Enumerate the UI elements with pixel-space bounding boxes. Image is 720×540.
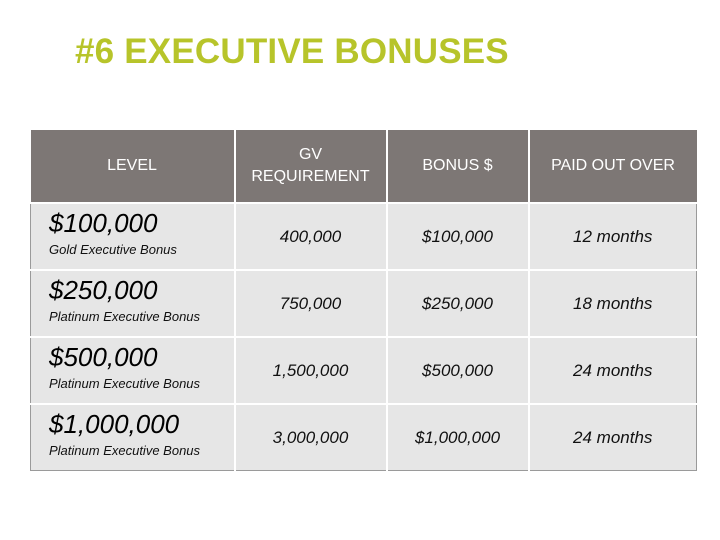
- level-name: Gold Executive Bonus: [49, 242, 177, 257]
- header-paid-out-over: PAID OUT OVER: [529, 130, 697, 203]
- header-gv-requirement: GV REQUIREMENT: [235, 130, 387, 203]
- table-row: [31, 337, 697, 404]
- table-header-row: [31, 130, 697, 203]
- paid-out-over-cell: 24 months: [529, 404, 697, 471]
- paid-out-over-cell: 18 months: [529, 270, 697, 337]
- level-amount: $250,000: [49, 275, 158, 305]
- level-cell: [31, 404, 235, 471]
- level-amount: $100,000: [49, 208, 158, 238]
- level-amount: $500,000: [49, 342, 158, 372]
- gv-requirement-cell: 400,000: [235, 203, 387, 270]
- bonus-cell: $100,000: [387, 203, 529, 270]
- level-cell: [31, 337, 235, 404]
- level-name: Platinum Executive Bonus: [49, 309, 201, 324]
- table-row: [31, 203, 697, 270]
- bonus-cell: $1,000,000: [387, 404, 529, 471]
- bonus-cell: $500,000: [387, 337, 529, 404]
- level-amount: $1,000,000: [49, 409, 180, 439]
- header-level: LEVEL: [31, 130, 235, 203]
- level-name: Platinum Executive Bonus: [49, 443, 201, 458]
- gv-requirement-cell: 750,000: [235, 270, 387, 337]
- table-row: [31, 404, 697, 471]
- level-name: Platinum Executive Bonus: [49, 376, 201, 391]
- gv-requirement-cell: 3,000,000: [235, 404, 387, 471]
- gv-requirement-cell: 1,500,000: [235, 337, 387, 404]
- header-bonus: BONUS $: [387, 130, 529, 203]
- level-cell: [31, 203, 235, 270]
- paid-out-over-cell: 12 months: [529, 203, 697, 270]
- slide-title: #6 EXECUTIVE BONUSES: [75, 32, 509, 71]
- level-cell: [31, 270, 235, 337]
- paid-out-over-cell: 24 months: [529, 337, 697, 404]
- bonus-cell: $250,000: [387, 270, 529, 337]
- executive-bonus-table: [30, 130, 697, 471]
- table-row: [31, 270, 697, 337]
